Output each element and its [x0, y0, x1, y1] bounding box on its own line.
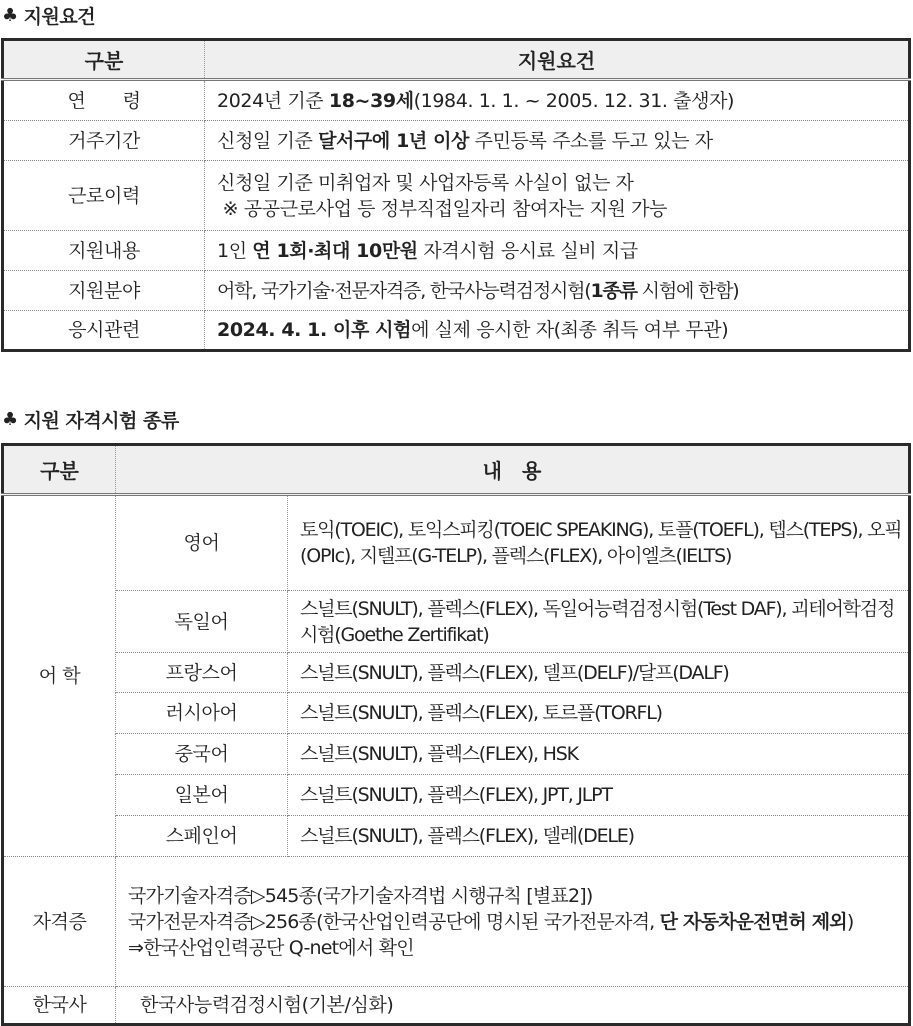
table-row [3, 161, 910, 231]
language-name: 프랑스어 [116, 653, 288, 693]
certificate-content: 국가기술자격증▷545종(국가기술자격법 시행규칙 [별표2]) 국가전문자격증▷256종(한국산업인력공단에 명시된 국가전문자격, 단 자동차운전면허 제외) ⇒한국산업인력공단 Q-net에서 확인 [116, 857, 910, 987]
row-label-work-history: 근로이력 [3, 161, 205, 231]
language-name: 영어 [116, 495, 288, 591]
club-icon: ♣ [2, 4, 18, 26]
row-label-field: 지원분야 [3, 271, 205, 311]
row-value-age: 2024년 기준 18~39세(1984. 1. 1. ~ 2005. 12. 31. 출생자) [205, 80, 910, 121]
section-title-text: 지원 자격시험 종류 [23, 410, 179, 432]
language-name: 중국어 [116, 734, 288, 775]
row-value-work-history: 신청일 기준 미취업자 및 사업자등록 사실이 없는 자 ※ 공공근로사업 등 정부직접일자리 참여자는 지원 가능 [205, 161, 910, 231]
header-requirements: 지원요건 [205, 40, 910, 80]
row-label-age: 연 령 [3, 80, 205, 121]
table-row [3, 311, 910, 351]
header-content: 내 용 [116, 445, 910, 495]
table-row [3, 816, 910, 857]
category-language: 어 학 [3, 495, 116, 857]
table-row [3, 693, 910, 734]
language-exams: 스널트(SNULT), 플렉스(FLEX), 델프(DELF)/달프(DALF) [288, 653, 910, 693]
language-exams: 스널트(SNULT), 플렉스(FLEX), 토르플(TORFL) [288, 693, 910, 734]
language-exams: 스널트(SNULT), 플렉스(FLEX), 델레(DELE) [288, 816, 910, 857]
table-row [3, 80, 910, 121]
row-value-exam: 2024. 4. 1. 이후 시험에 실제 응시한 자(최종 취득 여부 무관) [205, 311, 910, 351]
korean-history-content: 한국사능력검정시험(기본/심화) [116, 987, 910, 1025]
language-name: 독일어 [116, 591, 288, 653]
row-label-support: 지원내용 [3, 231, 205, 271]
language-name: 러시아어 [116, 693, 288, 734]
requirements-table [1, 38, 911, 352]
table-row [3, 775, 910, 816]
row-label-exam: 응시관련 [3, 311, 205, 351]
table-row [3, 857, 910, 987]
row-value-residence: 신청일 기준 달서구에 1년 이상 주민등록 주소를 두고 있는 자 [205, 121, 910, 161]
row-value-support: 1인 연 1회·최대 10만원 자격시험 응시료 실비 지급 [205, 231, 910, 271]
row-label-residence: 거주기간 [3, 121, 205, 161]
category-korean-history: 한국사 [3, 987, 116, 1025]
language-exams: 스널트(SNULT), 플렉스(FLEX), JPT, JLPT [288, 775, 910, 816]
table-row [3, 231, 910, 271]
exam-types-table [1, 443, 911, 1026]
section-title-exam-types [2, 406, 179, 433]
table-row [3, 734, 910, 775]
table-row [3, 495, 910, 591]
club-icon: ♣ [2, 408, 18, 430]
language-exams: 스널트(SNULT), 플렉스(FLEX), 독일어능력검정시험(Test DAF), 괴테어학검정시험(Goethe Zertifikat) [288, 591, 910, 653]
language-name: 일본어 [116, 775, 288, 816]
table-row [3, 987, 910, 1025]
table-row [3, 271, 910, 311]
header-category: 구분 [3, 40, 205, 80]
language-exams: 토익(TOEIC), 토익스피킹(TOEIC SPEAKING), 토플(TOEFL), 텝스(TEPS), 오픽(OPIc), 지텔프(G-TELP), 플렉스(FLEX), 아이엘츠(IELTS) [288, 495, 910, 591]
table-row [3, 653, 910, 693]
section-title-requirements [2, 2, 95, 29]
category-certificate: 자격증 [3, 857, 116, 987]
table-row [3, 591, 910, 653]
language-exams: 스널트(SNULT), 플렉스(FLEX), HSK [288, 734, 910, 775]
header-category: 구분 [3, 445, 116, 495]
table-row [3, 121, 910, 161]
section-title-text: 지원요건 [23, 6, 96, 28]
language-name: 스페인어 [116, 816, 288, 857]
row-value-field: 어학, 국가기술·전문자격증, 한국사능력검정시험(1종류 시험에 한함) [205, 271, 910, 311]
